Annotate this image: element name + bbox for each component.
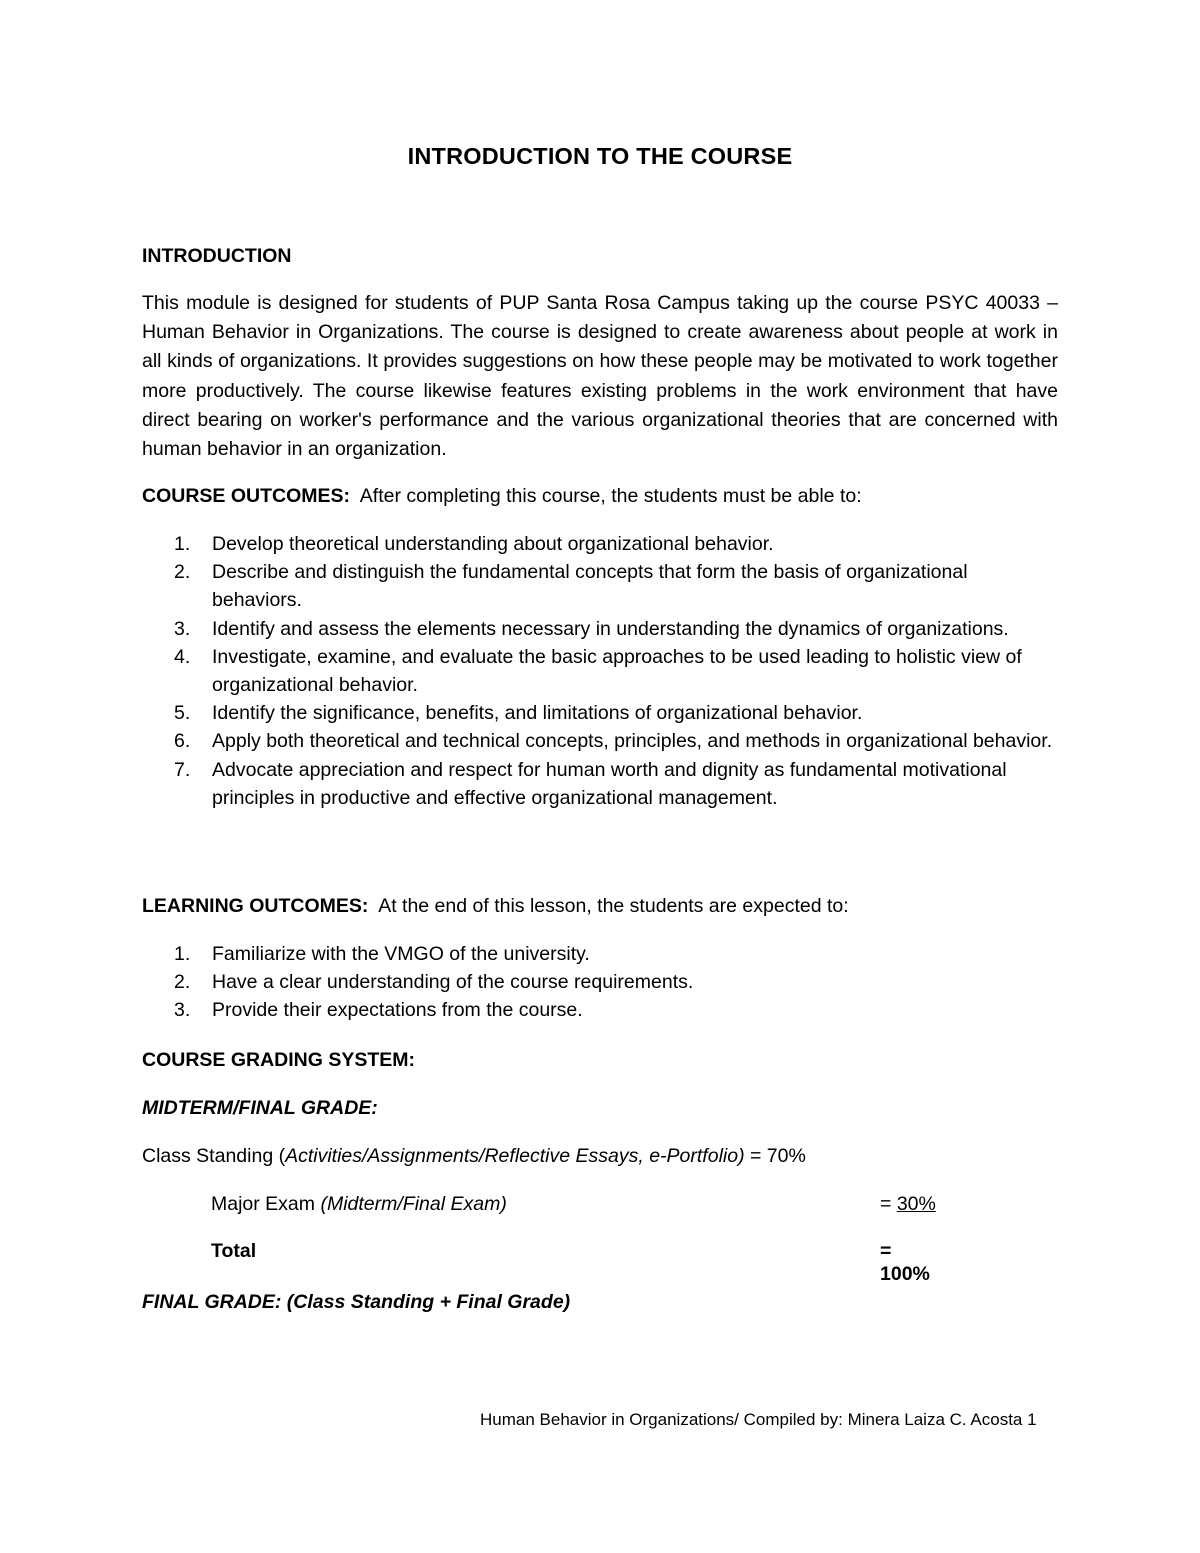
- major-exam-value: [880, 1193, 936, 1216]
- item-number: 6.: [174, 730, 191, 753]
- item-text: Identify the significance, benefits, and limitations of organizational behavior.: [212, 702, 863, 725]
- item-number: 1.: [174, 533, 191, 555]
- total-row: [211, 1240, 946, 1285]
- item-number: 3.: [174, 617, 191, 640]
- item-text: Advocate appreciation and respect for human worth and dignity as fundamental motivational principles in productive and effective organizational management.: [212, 758, 1007, 809]
- list-item: [174, 940, 1058, 968]
- item-number: 1.: [174, 943, 191, 965]
- major-exam-percent: 30%: [896, 1193, 936, 1215]
- class-standing-value: = 70%: [744, 1145, 806, 1167]
- class-standing-detail: Activities/Assignments/Reflective Essays, e-Portfolio): [285, 1145, 745, 1167]
- final-grade-heading: FINAL GRADE: (Class Standing + Final Grade): [142, 1291, 571, 1313]
- list-item: [174, 756, 1058, 812]
- list-item: [174, 996, 1058, 1024]
- list-item: [174, 727, 1058, 755]
- item-text: Have a clear understanding of the course requirements.: [212, 971, 694, 994]
- introduction-paragraph: This module is designed for students of PUP Santa Rosa Campus taking up the course PSYC 40033 – Human Behavior in Organizations. The course is designed to create awareness about people at work in all kinds of organizations. It provides suggestions on how these people may be motivated to work together more productively. The course likewise features existing problems in the work environment that have direct bearing on worker's performance and the various organizational theories that are concerned with human behavior in an organization.: [142, 292, 1058, 461]
- equals-sign: =: [880, 1193, 897, 1215]
- item-text: Describe and distinguish the fundamental concepts that form the basis of organizational behaviors.: [212, 561, 968, 612]
- learning-outcomes-list: [174, 940, 1058, 1025]
- class-standing-line: [142, 1145, 806, 1168]
- major-exam-label: Major Exam: [211, 1193, 321, 1215]
- item-number: 2.: [174, 561, 191, 584]
- list-item: [174, 530, 1058, 558]
- learning-outcomes-label: LEARNING OUTCOMES:: [142, 895, 369, 917]
- total-value: = 100%: [880, 1240, 930, 1285]
- list-item: [174, 643, 1058, 699]
- list-item: [174, 699, 1058, 727]
- list-item: [174, 615, 1058, 643]
- course-outcomes-lead: After completing this course, the students must be able to:: [359, 485, 862, 507]
- page-title: INTRODUCTION TO THE COURSE: [407, 143, 793, 169]
- midterm-final-heading: MIDTERM/FINAL GRADE:: [142, 1097, 378, 1119]
- list-item: [174, 968, 1058, 996]
- course-outcomes-list: [174, 530, 1058, 812]
- major-exam-detail: (Midterm/Final Exam): [320, 1193, 507, 1215]
- course-outcomes-label: COURSE OUTCOMES:: [142, 485, 351, 507]
- major-exam-row: [211, 1193, 946, 1216]
- learning-outcomes-intro: [142, 895, 849, 918]
- item-number: 5.: [174, 702, 191, 725]
- item-text: Apply both theoretical and technical concepts, principles, and methods in organizational behavior.: [212, 730, 1053, 753]
- list-item: [174, 558, 1058, 614]
- item-text: Develop theoretical understanding about organizational behavior.: [212, 533, 774, 555]
- total-label: Total: [211, 1240, 257, 1262]
- item-text: Provide their expectations from the course.: [212, 999, 583, 1022]
- item-number: 4.: [174, 645, 191, 668]
- page-footer: Human Behavior in Organizations/ Compiled by: Minera Laiza C. Acosta 1: [480, 1410, 1037, 1429]
- course-outcomes-intro: [142, 485, 862, 508]
- item-number: 2.: [174, 971, 191, 994]
- grading-heading: COURSE GRADING SYSTEM:: [142, 1049, 416, 1071]
- learning-outcomes-lead: At the end of this lesson, the students are expected to:: [378, 895, 849, 917]
- item-text: Investigate, examine, and evaluate the basic approaches to be used leading to holistic view of organizational behavior.: [212, 645, 1022, 697]
- item-text: Identify and assess the elements necessary in understanding the dynamics of organizations.: [212, 617, 1009, 640]
- introduction-heading: INTRODUCTION: [142, 245, 292, 267]
- item-number: 7.: [174, 758, 191, 781]
- class-standing-label: Class Standing (: [142, 1145, 286, 1167]
- item-number: 3.: [174, 999, 191, 1022]
- item-text: Familiarize with the VMGO of the university.: [212, 943, 590, 965]
